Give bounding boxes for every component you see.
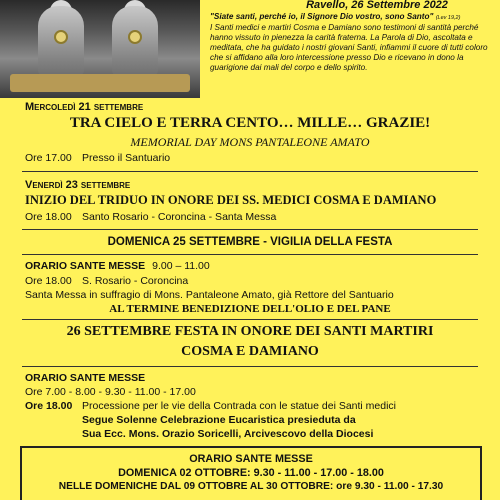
wed-subtitle: MEMORIAL DAY MONS PANTALEONE AMATO: [130, 135, 370, 149]
box-title: ORARIO SANTE MESSE: [189, 453, 313, 465]
divider-5: [22, 366, 478, 367]
wed-time: Ore 17.00: [25, 152, 72, 164]
intro-body: I Santi medici e martiri Cosma e Damiano sono testimoni di santità perché hanno vissuto in pienezza la carità fraterna. La Parola di Dio, ascoltata e meditata, che ha guidato i nostri giovani Santi, infiammi il cuore di tutti coloro che si affidano alla loro intercessione presso Dio e ricevano in dono la guarigione dai mali del corpo e dello spirito.: [210, 23, 488, 73]
quote-text: "Siate santi, perché io, il Signore Dio vostro, sono Santo": [210, 12, 434, 21]
wed-day: Mercoledì 21 settembre: [25, 101, 144, 113]
sun-orario-label: ORARIO SANTE MESSE: [25, 260, 146, 272]
wed-schedule: [0, 152, 500, 164]
mon-title1: 26 SETTEMBRE FESTA IN ONORE DEI SANTI MARTIRI: [66, 324, 434, 339]
divider-3: [22, 254, 478, 255]
quote-ref: (Lev 19,2): [435, 15, 461, 21]
statues-photo: [0, 0, 200, 98]
divider-4: [22, 319, 478, 320]
mon-processione: [0, 400, 500, 412]
sun-title: DOMENICA 25 SETTEMBRE - VIGILIA DELLA FESTA: [107, 236, 393, 248]
box-line2: NELLE DOMENICHE DAL 09 OTTOBRE AL 30 OTTOBRE: ore 9.30 - 11.00 - 17.30: [58, 481, 444, 492]
sun-orario: [0, 260, 500, 272]
mon-proc-text: Processione per le vie della Contrada con le statue dei Santi medici: [82, 400, 397, 412]
mon-orario-label: ORARIO SANTE MESSE: [25, 372, 146, 384]
sun-suffragio: Santa Messa in suffragio di Mons. Pantaleone Amato, già Rettore del Santuario: [25, 289, 394, 301]
dateline: Ravello, 26 Settembre 2022: [306, 0, 448, 11]
sun-orario-value: 9.00 – 11.00: [152, 260, 210, 272]
fri-title: INIZIO DEL TRIDUO IN ONORE DEI SS. MEDICI COSMA E DAMIANO: [25, 193, 437, 207]
box-line1: DOMENICA 02 OTTOBRE: 9.30 - 11.00 - 17.00 - 18.00: [118, 467, 384, 479]
fri-schedule: [0, 211, 500, 223]
section-friday: [0, 179, 500, 191]
sun-time: Ore 18.00: [25, 275, 72, 287]
sun-text: S. Rosario - Coroncina: [82, 275, 189, 287]
section-wednesday: [0, 101, 500, 113]
mon-proc-3: Sua Ecc. Mons. Orazio Soricelli, Arcivescovo della Diocesi: [82, 428, 374, 440]
mon-proc-2: Segue Solenne Celebrazione Eucaristica presieduta da: [82, 414, 356, 426]
reliquary-right-icon: [128, 30, 142, 44]
reliquary-left-icon: [54, 30, 68, 44]
fri-time: Ore 18.00: [25, 211, 72, 223]
wed-text: Presso il Santuario: [82, 152, 171, 164]
statue-base: [10, 74, 190, 92]
fri-day: Venerdì 23 settembre: [25, 179, 131, 191]
mon-proc-time: Ore 18.00: [25, 400, 73, 412]
sun-schedule: [0, 275, 500, 287]
wed-title: TRA CIELO E TERRA CENTO… MILLE… GRAZIE!: [69, 115, 431, 131]
mon-title2: COSMA E DAMIANO: [181, 344, 319, 359]
orario-box: [20, 446, 482, 500]
sun-benedizione: AL TERMINE BENEDIZIONE DELL'OLIO E DEL PANE: [109, 303, 391, 315]
divider-1: [22, 171, 478, 172]
mon-orario-times: Ore 7.00 - 8.00 - 9.30 - 11.00 - 17.00: [25, 386, 196, 398]
intro-quote: [210, 12, 496, 74]
fri-text: Santo Rosario - Coroncina - Santa Messa: [82, 211, 277, 223]
divider-2: [22, 229, 478, 230]
